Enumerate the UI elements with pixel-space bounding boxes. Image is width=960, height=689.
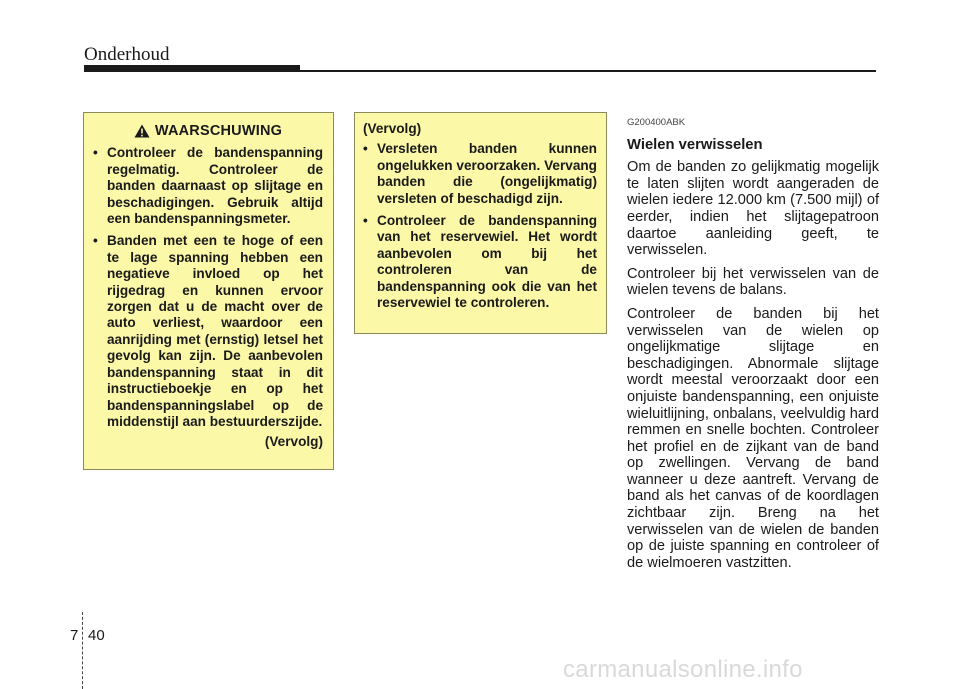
continued-warning-box (354, 112, 607, 334)
warning-triangle-icon (134, 124, 150, 138)
header-rule-thick (84, 65, 300, 72)
footer-divider (82, 612, 83, 689)
warning-item: • Versleten banden kunnen ongelukken veroorzaken. Vervang banden die (ongelijkmatig) versleten of beschadigd zijn. (363, 141, 597, 207)
body-paragraph: Om de banden zo gelijkmatig mogelijk te laten slijten wordt aangeraden de wielen iedere 12.000 km (7.500 mijl) of eerder, indien het slijtagepatroon daartoe aanleiding geeft, te verwisselen. (627, 159, 879, 259)
warning-box (83, 112, 334, 470)
section-wielen-verwisselen (627, 115, 879, 578)
section-code: G200400ABK (627, 117, 686, 128)
warning-heading-label: WAARSCHUWING (154, 123, 283, 139)
page-number: 40 (88, 627, 105, 644)
body-paragraph: Controleer bij het verwisselen van de wielen tevens de balans. (627, 265, 879, 299)
continued-heading: (Vervolg) (363, 121, 422, 136)
watermark: carmanualsonline.info (563, 656, 803, 683)
continued-list (363, 141, 597, 311)
warning-list (93, 145, 323, 430)
continued-label: (Vervolg) (264, 434, 323, 450)
warning-item: • Controleer de bandenspanning regelmatig. Controleer de banden daarnaast op slijtage en beschadigingen. Gebruik altijd een bandenspanningsmeter. (93, 145, 323, 227)
warning-item: • Banden met een te hoge of een te lage spanning hebben een negatieve invloed op het rijgedrag en kunnen ervoor zorgen dat u de macht over de auto verliest, waardoor een aanrijding met (ernstig) letsel het gevolg kan zijn. De aanbevolen bandenspanning staat in dit instructieboekje en op het bandenspanningslabel op de middenstijl aan bestuurderszijde. (93, 233, 323, 430)
body-paragraph: Controleer de banden bij het verwisselen van de wielen op ongelijkmatige slijtage en beschadigingen. Abnormale slijtage wordt meestal veroorzaakt door een onjuiste bandenspanning, een onjuiste wieluitlijning, onbalans, veelvuldig hard remmen en snelle bochten. Controleer het profiel en de zijkant van de band op zwellingen. Vervang de band wanneer u deze aantreft. Vervang de band als het canvas of de koordlagen zichtbaar zijn. Breng na het verwisselen van de wielen de banden op de juiste spanning en controleer of de wielmoeren vastzitten. (627, 305, 879, 571)
warning-heading (93, 123, 323, 139)
warning-item: • Controleer de bandenspanning van het reservewiel. Het wordt aanbevolen om bij het controleren van de bandenspanning ook die van het reservewiel te controleren. (363, 213, 597, 311)
section-title: Wielen verwisselen (627, 136, 763, 153)
header-rule-thin (300, 70, 876, 72)
chapter-number: 7 (70, 627, 79, 644)
page-header-title: Onderhoud (84, 44, 170, 65)
